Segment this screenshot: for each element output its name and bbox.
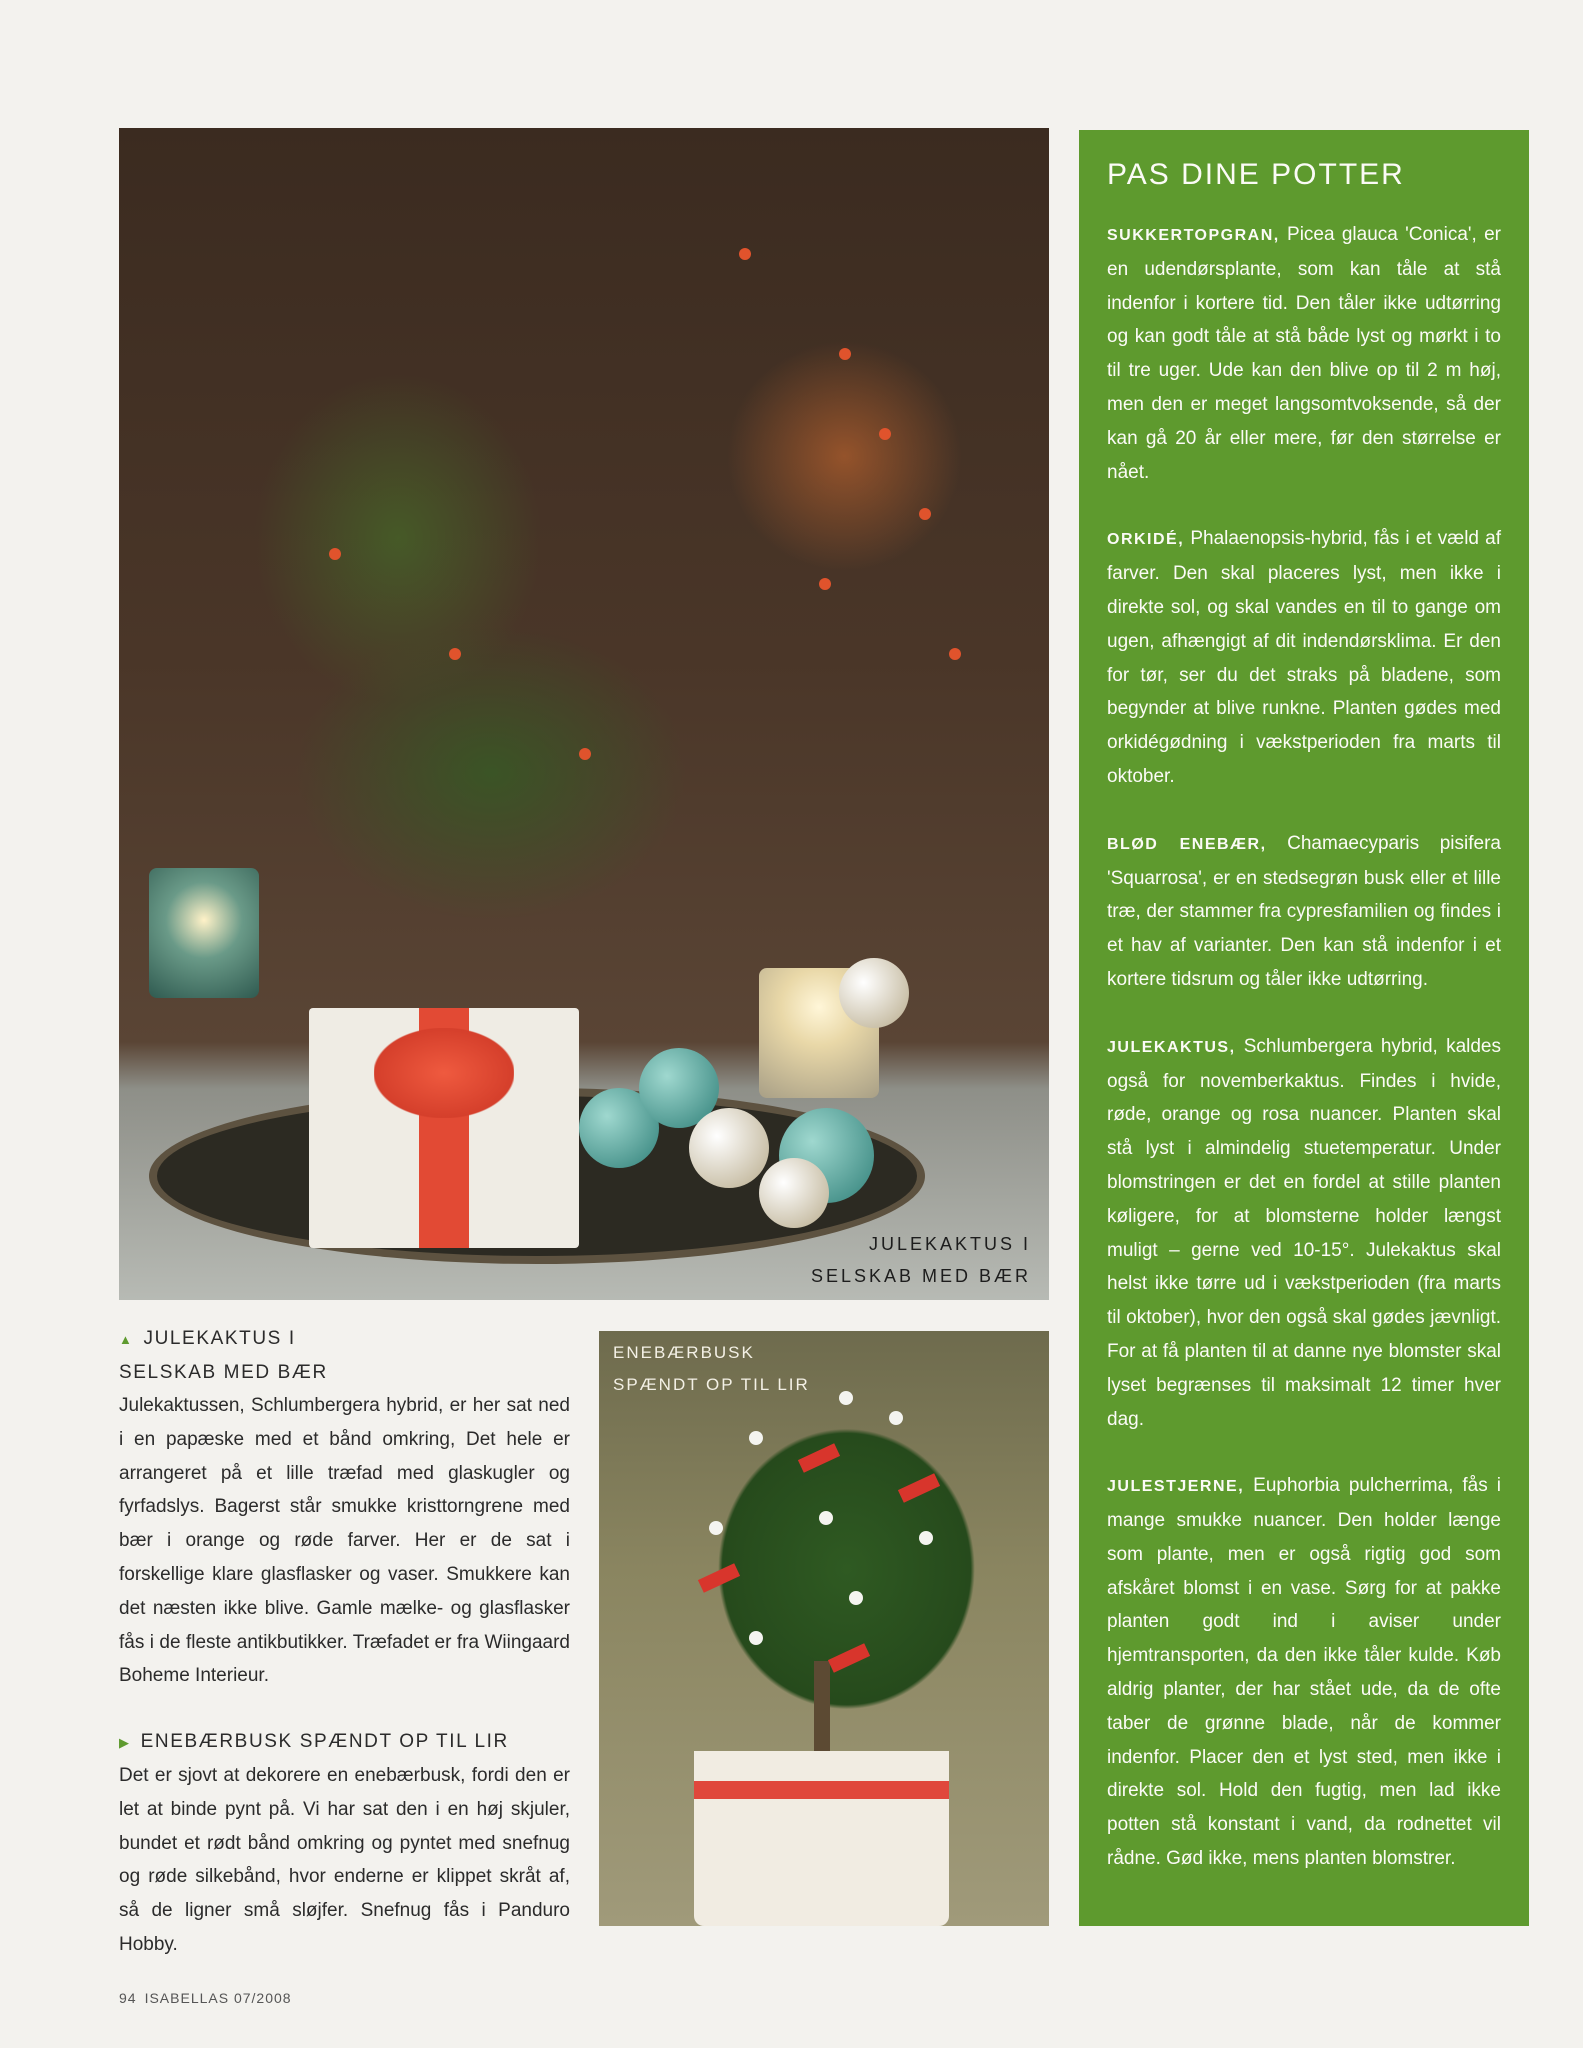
berry: [919, 508, 931, 520]
juniper-photo-label-line1: ENEBÆRBUSK: [613, 1343, 755, 1362]
caption-title: [119, 1322, 570, 1389]
triangle-up-icon: ▲: [119, 1332, 134, 1347]
caption-title: [119, 1725, 570, 1759]
snowflake-ornament: [839, 1391, 853, 1405]
white-pot: [694, 1751, 949, 1926]
pot-ribbon: [694, 1781, 949, 1799]
caption-enebaerbusk: [119, 1725, 570, 1962]
triangle-right-icon: ▶: [119, 1735, 131, 1750]
caption-title-line2: SELSKAB MED BÆR: [119, 1362, 328, 1383]
snowflake-ornament: [709, 1521, 723, 1535]
snowflake-ornament: [919, 1531, 933, 1545]
snowflake-ornament: [819, 1511, 833, 1525]
plant-entry-sukkertopgran: [1107, 218, 1501, 489]
berry: [739, 248, 751, 260]
sidebar-title: PAS DINE POTTER: [1107, 158, 1405, 191]
plant-text: Picea glauca 'Conica', er en udendørsplante, som kan tåle at stå indenfor i kortere tid. Den tåler ikke udtørring og kan godt tåle at stå både lyst og mørkt i to til tre uger. Ude kan den blive op til 2 m høj, men den er meget langsomtvoksende, så der kan gå 20 år eller mere, før den størrelse er nået.: [1107, 224, 1501, 483]
plant-entry-orkide: [1107, 522, 1501, 793]
plant-name: SUKKERTOPGRAN,: [1107, 227, 1280, 244]
plant-name: ORKIDÉ,: [1107, 531, 1185, 549]
silver-bauble: [759, 1158, 829, 1228]
juniper-photo-label: [613, 1337, 810, 1401]
main-photo-caption-line2: SELSKAB MED BÆR: [810, 1266, 1031, 1286]
plant-name: JULEKAKTUS,: [1107, 1038, 1236, 1056]
green-candle-holder: [149, 868, 259, 998]
care-sidebar: [1079, 130, 1529, 1926]
page-footer: [119, 1990, 300, 2006]
caption-title-line1: ENEBÆRBUSK SPÆNDT OP TIL LIR: [140, 1731, 509, 1752]
tree-trunk: [814, 1661, 830, 1761]
silver-bauble: [689, 1108, 769, 1188]
snowflake-ornament: [889, 1411, 903, 1425]
plant-text: Chamaecyparis pisifera 'Squarrosa', er en stedsegrøn busk eller et lille træ, der stammer fra cypresfamilien og findes i et hav af varianter. Den kan stå indenfor i et kortere tidsrum og tåler ikke udtørring.: [1107, 832, 1501, 990]
plant-name: BLØD ENEBÆR,: [1107, 835, 1267, 853]
main-photo-caption: [811, 1228, 1031, 1292]
main-photo-caption-line1: JULEKAKTUS I: [868, 1234, 1031, 1254]
red-bow: [374, 1028, 514, 1118]
snowflake-ornament: [749, 1431, 763, 1445]
page-number: 94: [119, 1990, 137, 2006]
plant-text: Euphorbia pulcherrima, fås i mange smukke nuancer. Den holder længe som plante, men er også rigtig god som afskåret blomst i en vase. Sørg for at pakke planten godt ind i aviser under hjemtransporten, da den ikke tåler kulde. Køb aldrig planter, der har stået ude, da de ofte taber de grønne blade, når de kommer indenfor. Placer den et lyst sted, men ikke i direkte sol. Hold den fugtig, men lad ikke potten stå konstant i vand, da rodnettet vil rådne. Gød ikke, mens planten blomstrer.: [1107, 1475, 1501, 1870]
snowflake-ornament: [749, 1631, 763, 1645]
snowflake-ornament: [849, 1591, 863, 1605]
berry: [329, 548, 341, 560]
red-silk-ribbon: [798, 1443, 840, 1473]
plant-entry-julestjerne: [1107, 1469, 1501, 1876]
red-silk-ribbon: [828, 1643, 870, 1673]
plant-entry-julekaktus: [1107, 1030, 1501, 1437]
caption-body: Det er sjovt at dekorere en enebærbusk, fordi den er let at binde pynt på. Vi har sat den i en høj skjuler, bundet et rødt bånd omkring og pyntet med snefnug og røde silkebånd, hvor enderne er klippet skråt af, så de ligner små sløjfer. Snefnug fås i Panduro Hobby.: [119, 1765, 570, 1955]
silver-bauble: [839, 958, 909, 1028]
caption-title-line1: JULEKAKTUS I: [143, 1328, 296, 1349]
berry: [839, 348, 851, 360]
plant-entry-blod-enebaer: [1107, 827, 1501, 997]
berry: [949, 648, 961, 660]
red-silk-ribbon: [698, 1563, 740, 1593]
plant-text: Phalaenopsis-hybrid, fås i et væld af farver. Den skal placeres lyst, men ikke i direkte sol, og skal vandes en til to gange om ugen, afhængigt af dit indendørsklima. Er den for tør, ser du det straks på bladene, som begynder at blive runkne. Planten gødes med orkidégødning i vækstperioden fra marts til oktober.: [1107, 528, 1501, 787]
juniper-photo-label-line2: SPÆNDT OP TIL LIR: [613, 1375, 810, 1394]
caption-julekaktus: [119, 1322, 570, 1693]
juniper-photo: [599, 1331, 1049, 1926]
plant-text: Schlumbergera hybrid, kaldes også for novemberkaktus. Findes i hvide, røde, orange og rosa nuancer. Planten skal stå lyst i almindelig stuetemperatur. Under blomstringen er det en fordel at stille planten køligere, for at blomsterne holder længst muligt – gerne ved 10-15°. Julekaktus skal helst ikke tørre ud i vækstperioden (fra marts til oktober), hvor den også skal gødes jævnligt. For at få planten til at danne nye blomster skal lyset begrænses til maksimalt 12 timer hver dag.: [1107, 1035, 1501, 1430]
main-photo: [119, 128, 1049, 1300]
berry: [449, 648, 461, 660]
berry: [819, 578, 831, 590]
publication-name: ISABELLAS 07/2008: [144, 1990, 292, 2006]
red-silk-ribbon: [898, 1473, 940, 1503]
berry: [579, 748, 591, 760]
berry: [879, 428, 891, 440]
caption-body: Julekaktussen, Schlumbergera hybrid, er her sat ned i en papæske med et bånd omkring, Det hele er arrangeret på et lille træfad med glaskugler og fyrfadslys. Bagerst står smukke kristtorngrene med bær i orange og røde farver. Her er de sat i forskellige klare glasflasker og vaser. Smukkere kan det næsten ikke blive. Gamle mælke- og glasflasker fås i de fleste antikbutikker. Træfadet er fra Wiingaard Boheme Interieur.: [119, 1395, 570, 1687]
plant-name: JULESTJERNE,: [1107, 1478, 1245, 1496]
